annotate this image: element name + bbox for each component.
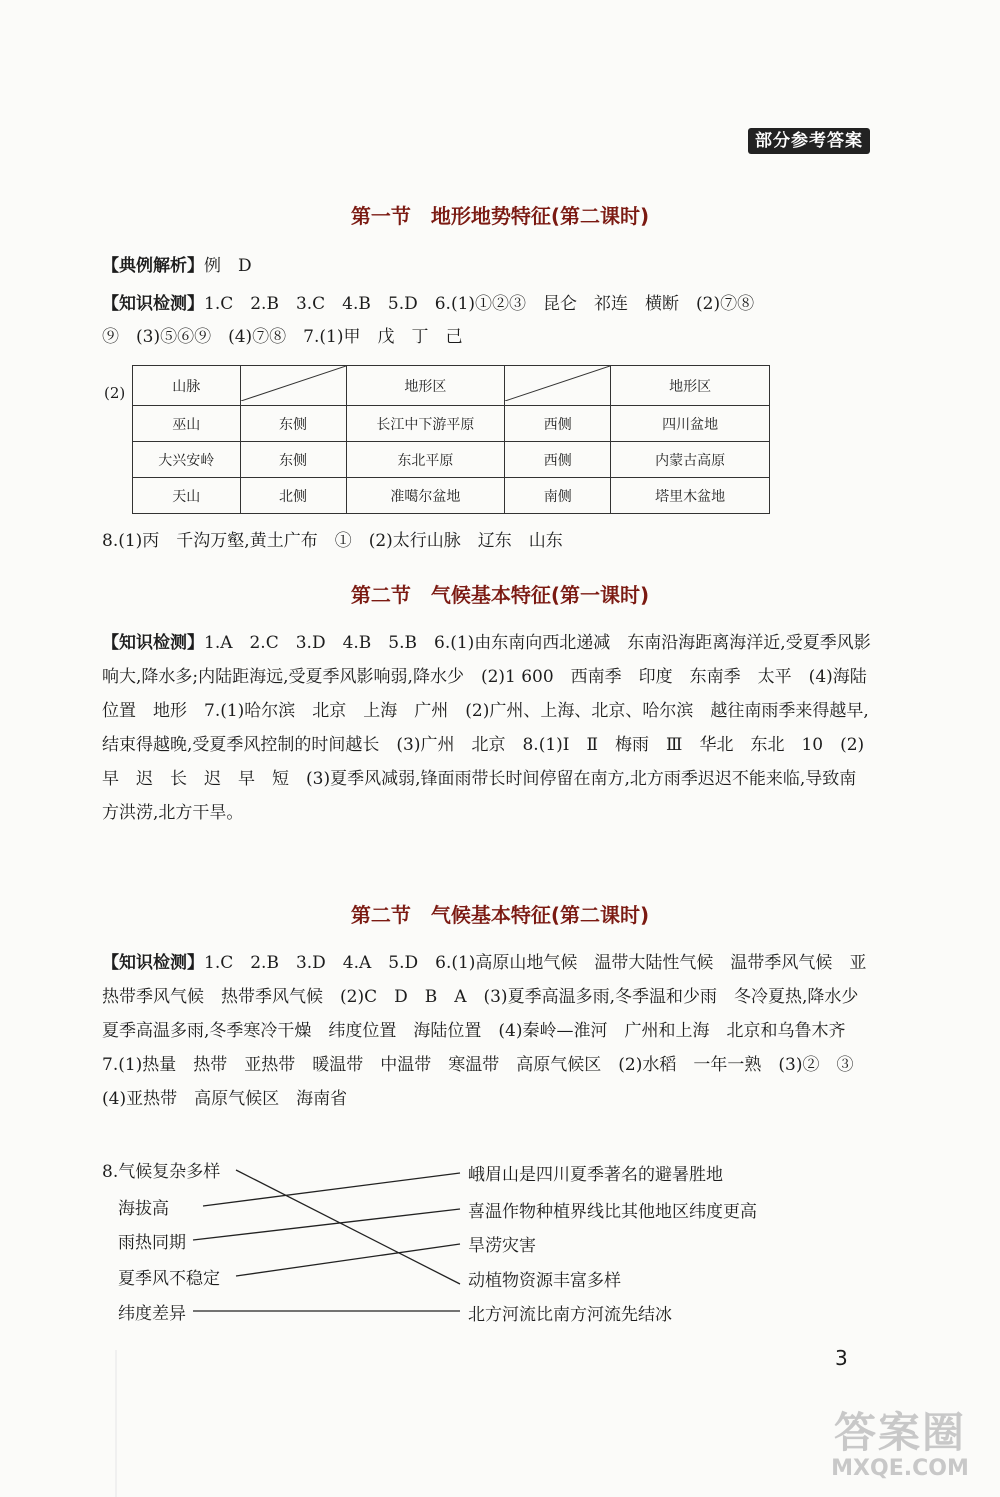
match-right-item: 动植物资源丰富多样	[468, 1271, 621, 1291]
match-left-item: 海拔高	[118, 1199, 169, 1219]
table-cell: 地形区	[346, 366, 505, 406]
table-cell: 东北平原	[346, 442, 505, 478]
table-cell: 西侧	[505, 406, 611, 442]
table-label: (2)	[104, 384, 126, 402]
table-cell: 东侧	[240, 442, 346, 478]
match-right-item: 峨眉山是四川夏季著名的避暑胜地	[468, 1165, 723, 1185]
answer-badge: 部分参考答案	[748, 128, 870, 154]
check-tag: 【知识检测】	[102, 953, 204, 973]
page-number: 3	[835, 1346, 848, 1370]
match-right-item: 北方河流比南方河流先结冰	[468, 1305, 672, 1325]
table-cell: 内蒙古高原	[611, 442, 770, 478]
table-cell: 地形区	[611, 366, 770, 406]
watermark-title: 答案圈	[833, 1408, 966, 1457]
table-cell: 南侧	[505, 478, 611, 514]
match-line	[193, 1209, 460, 1240]
match-right-item: 旱涝灾害	[468, 1236, 536, 1256]
check-tag: 【知识检测】	[102, 633, 204, 653]
watermark-url: MXQE.COM	[831, 1456, 969, 1481]
check-text-1: 1.C 2.B 3.C 4.B 5.D 6.(1)①②③ 昆仑 祁连 横断 (2)⑦⑧	[204, 294, 755, 314]
check-line-2: ⑨ (3)⑤⑥⑨ (4)⑦⑧ 7.(1)甲 戊 丁 己	[102, 327, 463, 347]
example-text: 例 D	[204, 256, 252, 276]
match-line	[203, 1173, 460, 1206]
example-tag: 【典例解析】	[102, 256, 204, 276]
table-cell: 山脉	[133, 366, 241, 406]
match-right-item: 喜温作物种植界线比其他地区纬度更高	[468, 1202, 757, 1222]
table-cell: 四川盆地	[611, 406, 770, 442]
match-left-item: 纬度差异	[118, 1304, 186, 1324]
section-title-1: 第一节 地形地势特征(第二课时)	[350, 204, 650, 228]
section-title-2: 第二节 气候基本特征(第一课时)	[350, 583, 650, 607]
table-cell: 巫山	[133, 406, 241, 442]
site-watermark	[812, 1410, 988, 1490]
match-left-item: 雨热同期	[118, 1233, 186, 1253]
table-cell: 天山	[133, 478, 241, 514]
section-3-text: 1.C 2.B 3.D 4.A 5.D 6.(1)高原山地气候 温带大陆性气候 温带季风气候 亚热带季风气候 热带季风气候 (2)C D B A (3)夏季高温多雨,冬季温和少雨 冬冷夏热,降水少 夏季高温多雨,冬季寒冷干燥 纬度位置 海陆位置 (4)秦岭—淮河 广州和上海 北京和乌鲁木齐 7.(1)热量 热带 亚热带 暖温带 中温带 寒温带 高原气候区 (2)水稻 一年一熟 (3)② ③ (4)亚热带 高原气候区 海南省	[102, 953, 876, 1109]
question-8-line: 8.(1)丙 千沟万壑,黄土广布 ① (2)太行山脉 辽东 山东	[102, 531, 563, 551]
section-2-text: 1.A 2.C 3.D 4.B 5.B 6.(1)由东南向西北递减 东南沿海距离海洋近,受夏季风影响大,降水多;内陆距海远,受夏季风影响弱,降水少 (2)1 600 西南季 印度 东南季 太平 (4)海陆位置 地形 7.(1)哈尔滨 北京 上海 广州 (2)广州、上海、北京、哈尔滨 越往南雨季来得越早,结束得越晚,受夏季风控制的时间越长 (3)广州 北京 8.(1)Ⅰ Ⅱ 梅雨 Ⅲ 华北 东北 10 (2)早 迟 长 迟 早 短 (3)夏季风减弱,锋面雨带长时间停留在南方,北方雨季迟迟不能来临,导致南方洪涝,北方干旱。	[102, 633, 871, 823]
table-cell: 长江中下游平原	[346, 406, 505, 442]
match-line	[236, 1244, 460, 1276]
match-left-item: 夏季风不稳定	[118, 1269, 220, 1289]
match-left-item: 8.气候复杂多样	[102, 1162, 221, 1182]
table-cell: 北侧	[240, 478, 346, 514]
table-cell: 西侧	[505, 442, 611, 478]
section-title-3: 第二节 气候基本特征(第二课时)	[350, 903, 650, 927]
table-cell: 塔里木盆地	[611, 478, 770, 514]
table-cell: 东侧	[240, 406, 346, 442]
check-tag: 【知识检测】	[102, 294, 204, 314]
table-cell: 准噶尔盆地	[346, 478, 505, 514]
table-cell: 大兴安岭	[133, 442, 241, 478]
